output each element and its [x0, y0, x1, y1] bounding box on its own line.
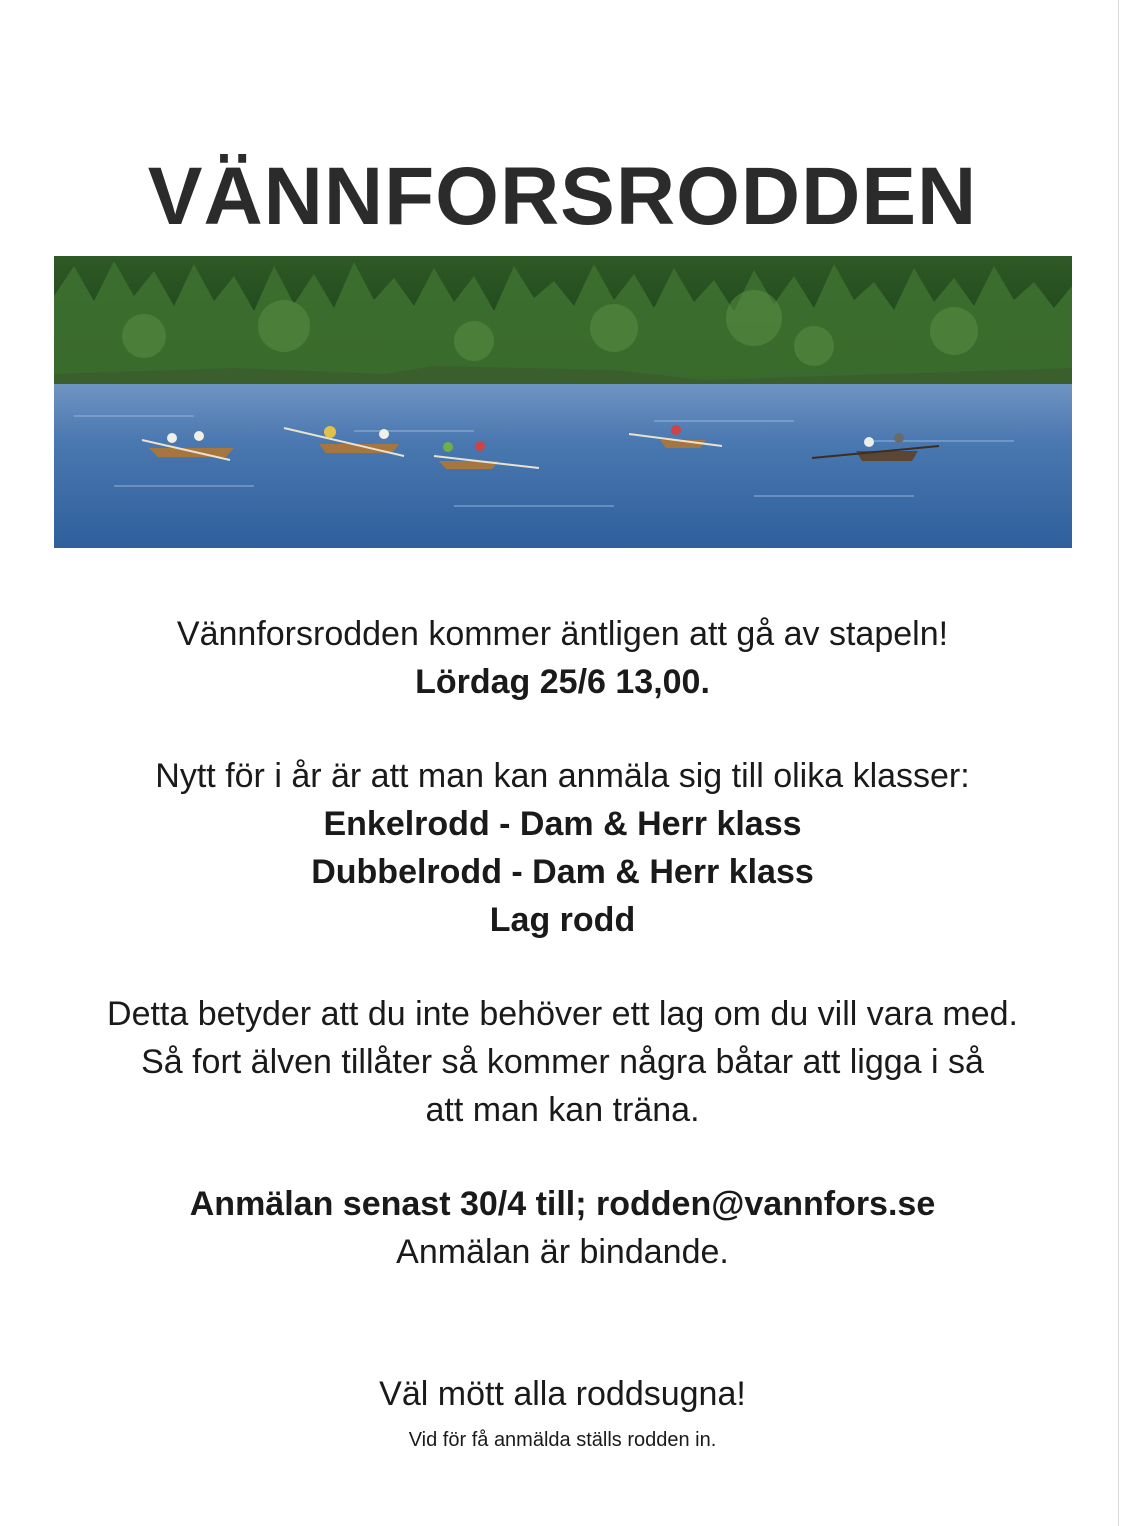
intro-line: Vännforsrodden kommer äntligen att gå av stapeln! — [176, 615, 949, 653]
cancellation-note: Vid för få anmälda ställs rodden in. — [408, 1429, 717, 1451]
class-item: Lag rodd — [489, 901, 636, 939]
info-line: Detta betyder att du inte behöver ett lag om du vill vara med. — [107, 995, 1018, 1033]
registration-binding: Anmälan är bindande. — [396, 1233, 729, 1271]
classes-section — [0, 752, 1125, 944]
river-water — [54, 384, 1072, 548]
event-date: Lördag 25/6 13,00. — [415, 663, 710, 701]
class-item: Dubbelrodd - Dam & Herr klass — [311, 853, 814, 891]
classes-intro: Nytt för i år är att man kan anmäla sig till olika klasser: — [155, 757, 970, 795]
rowing-boats-photo — [54, 256, 1072, 548]
info-line: Så fort älven tillåter så kommer några båtar att ligga i så — [141, 1043, 984, 1081]
class-item: Enkelrodd - Dam & Herr klass — [323, 805, 802, 843]
registration-deadline: Anmälan senast 30/4 till; rodden@vannfors.se — [189, 1185, 936, 1223]
poster-title: VÄNNFORSRODDEN — [147, 150, 978, 242]
intro-section — [0, 610, 1125, 706]
closing-greeting: Väl mött alla roddsugna! — [379, 1375, 746, 1413]
info-section — [0, 990, 1125, 1134]
closing-section — [0, 1370, 1125, 1454]
info-line: att man kan träna. — [425, 1091, 700, 1129]
registration-section — [0, 1180, 1125, 1276]
